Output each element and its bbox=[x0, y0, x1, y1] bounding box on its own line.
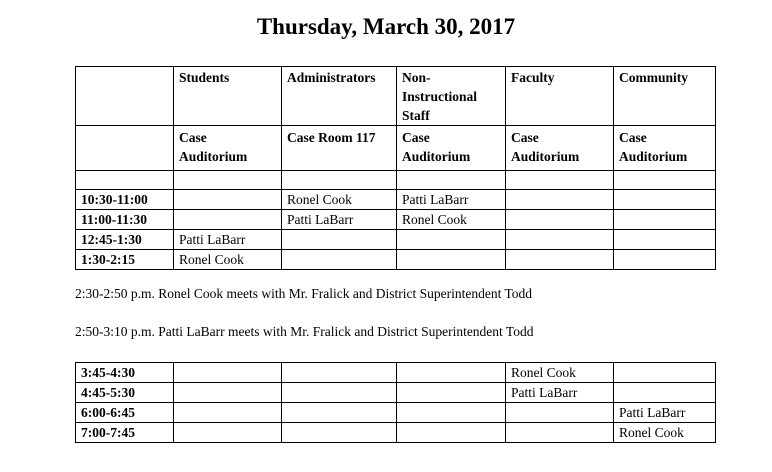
administrators-cell bbox=[282, 403, 397, 423]
time-slot-cell: 4:45-5:30 bbox=[76, 383, 174, 403]
table-row bbox=[76, 403, 716, 423]
students-cell bbox=[174, 423, 282, 443]
community-cell bbox=[614, 190, 716, 210]
table-row bbox=[76, 383, 716, 403]
spacer-cell bbox=[174, 171, 282, 190]
spacer-cell bbox=[76, 171, 174, 190]
administrators-cell: Patti LaBarr bbox=[282, 210, 397, 230]
faculty-cell: Patti LaBarr bbox=[506, 383, 614, 403]
schedule-table-morning bbox=[75, 66, 716, 270]
table-row bbox=[76, 363, 716, 383]
administrators-cell bbox=[282, 383, 397, 403]
time-slot-cell: 6:00-6:45 bbox=[76, 403, 174, 423]
schedule-table-evening bbox=[75, 362, 716, 443]
community-cell bbox=[614, 230, 716, 250]
time-slot-cell: 7:00-7:45 bbox=[76, 423, 174, 443]
students-cell bbox=[174, 403, 282, 423]
header-row bbox=[76, 67, 716, 126]
location-cell-community: Case Auditorium bbox=[614, 126, 716, 171]
faculty-cell bbox=[506, 230, 614, 250]
header-cell-students: Students bbox=[174, 67, 282, 126]
location-cell-non-instructional-staff: Case Auditorium bbox=[397, 126, 506, 171]
community-cell bbox=[614, 363, 716, 383]
students-cell: Ronel Cook bbox=[174, 250, 282, 270]
community-cell: Patti LaBarr bbox=[614, 403, 716, 423]
header-cell-community: Community bbox=[614, 67, 716, 126]
location-row bbox=[76, 126, 716, 171]
non-instructional-staff-cell: Ronel Cook bbox=[397, 210, 506, 230]
time-slot-cell: 3:45-4:30 bbox=[76, 363, 174, 383]
table-row bbox=[76, 190, 716, 210]
non-instructional-staff-cell bbox=[397, 383, 506, 403]
header-cell-faculty: Faculty bbox=[506, 67, 614, 126]
table-row bbox=[76, 250, 716, 270]
page-title: Thursday, March 30, 2017 bbox=[256, 14, 516, 39]
faculty-cell bbox=[506, 423, 614, 443]
table-row bbox=[76, 230, 716, 250]
students-cell bbox=[174, 190, 282, 210]
table-row bbox=[76, 210, 716, 230]
faculty-cell bbox=[506, 250, 614, 270]
non-instructional-staff-cell bbox=[397, 250, 506, 270]
non-instructional-staff-cell bbox=[397, 403, 506, 423]
meeting-note: 2:30-2:50 p.m. Ronel Cook meets with Mr. Fralick and District Superintendent Todd bbox=[75, 286, 533, 301]
administrators-cell bbox=[282, 230, 397, 250]
administrators-cell bbox=[282, 423, 397, 443]
non-instructional-staff-cell bbox=[397, 363, 506, 383]
time-slot-cell: 10:30-11:00 bbox=[76, 190, 174, 210]
community-cell bbox=[614, 210, 716, 230]
faculty-cell bbox=[506, 210, 614, 230]
time-slot-cell: 11:00-11:30 bbox=[76, 210, 174, 230]
community-cell bbox=[614, 250, 716, 270]
administrators-cell bbox=[282, 363, 397, 383]
time-slot-cell: 12:45-1:30 bbox=[76, 230, 174, 250]
spacer-cell bbox=[614, 171, 716, 190]
spacer-cell bbox=[282, 171, 397, 190]
header-cell-administrators: Administrators bbox=[282, 67, 397, 126]
administrators-cell bbox=[282, 250, 397, 270]
community-cell bbox=[614, 383, 716, 403]
non-instructional-staff-cell bbox=[397, 423, 506, 443]
administrators-cell: Ronel Cook bbox=[282, 190, 397, 210]
spacer-cell bbox=[397, 171, 506, 190]
location-cell-students: Case Auditorium bbox=[174, 126, 282, 171]
time-slot-cell: 1:30-2:15 bbox=[76, 250, 174, 270]
faculty-cell: Ronel Cook bbox=[506, 363, 614, 383]
faculty-cell bbox=[506, 190, 614, 210]
meeting-note: 2:50-3:10 p.m. Patti LaBarr meets with Mr. Fralick and District Superintendent Todd bbox=[75, 324, 534, 339]
header-cell-time bbox=[76, 67, 174, 126]
community-cell: Ronel Cook bbox=[614, 423, 716, 443]
non-instructional-staff-cell bbox=[397, 230, 506, 250]
faculty-cell bbox=[506, 403, 614, 423]
header-cell-non-instructional-staff: Non-Instructional Staff bbox=[397, 67, 506, 126]
students-cell bbox=[174, 383, 282, 403]
non-instructional-staff-cell: Patti LaBarr bbox=[397, 190, 506, 210]
table-row bbox=[76, 423, 716, 443]
students-cell bbox=[174, 363, 282, 383]
students-cell: Patti LaBarr bbox=[174, 230, 282, 250]
students-cell bbox=[174, 210, 282, 230]
location-cell-faculty: Case Auditorium bbox=[506, 126, 614, 171]
location-cell-administrators: Case Room 117 bbox=[282, 126, 397, 171]
spacer-row bbox=[76, 171, 716, 190]
spacer-cell bbox=[506, 171, 614, 190]
location-cell-time bbox=[76, 126, 174, 171]
